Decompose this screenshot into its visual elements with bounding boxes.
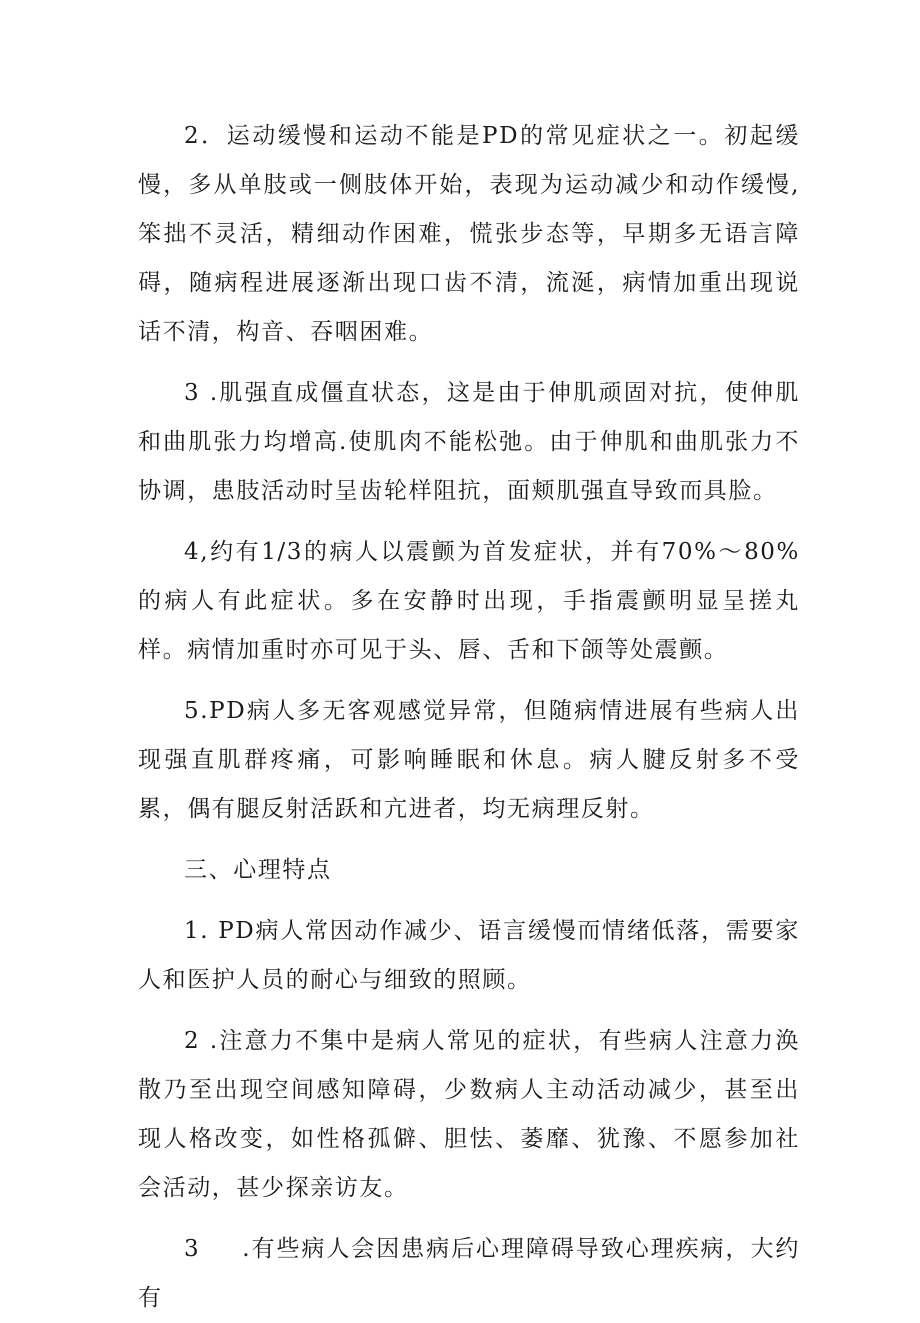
paragraph-rigidity: 3 .肌强直成僵直状态，这是由于伸肌顽固对抗，使伸肌和曲肌张力均增高.使肌肉不能松弛。由于伸肌和曲肌张力不协调，患肢活动时呈齿轮样阻抗，面颊肌强直导致而具脸。 (138, 380, 800, 504)
paragraph-mood: 1. PD病人常因动作减少、语言缓慢而情绪低落，需要家人和医护人员的耐心与细致的照顾。 (138, 918, 800, 993)
paragraph-bradykinesia: 2．运动缓慢和运动不能是PD的常见症状之一。初起缓慢，多从单肢或一侧肢体开始，表现为运动减少和动作缓慢,笨拙不灵活，精细动作困难，慌张步态等，早期多无语言障碍，随病程进展逐渐出现口齿不清，流涎，病情加重出现说话不清，构音、吞咽困难。 (138, 123, 800, 345)
document-body (138, 112, 800, 1323)
paragraph-tremor: 4,约有1/3的病人以震颤为首发症状，并有70%～80%的病人有此症状。多在安静时出现，手指震颤明显呈搓丸样。病情加重时亦可见于头、唇、舌和下颌等处震颤。 (138, 539, 800, 663)
paragraph-number: 3 (184, 1236, 201, 1262)
section-heading-psychology: 三、心理特点 (184, 857, 332, 883)
paragraph-sensory: 5.PD病人多无客观感觉异常，但随病情进展有些病人出现强直肌群疼痛，可影响睡眠和休息。病人腱反射多不受累，偶有腿反射活跃和亢进者，均无病理反射。 (138, 698, 800, 822)
paragraph-attention: 2 .注意力不集中是病人常见的症状，有些病人注意力涣散乃至出现空间感知障碍，少数病人主动活动减少，甚至出现人格改变，如性格孤僻、胆怯、萎靡、犹豫、不愿参加社会活动，甚少探亲访友。 (138, 1028, 800, 1201)
paragraph-text: .有些病人会因患病后心理障碍导致心理疾病，大约有 (138, 1236, 800, 1311)
paragraph-psychological-disorder (138, 1225, 800, 1323)
